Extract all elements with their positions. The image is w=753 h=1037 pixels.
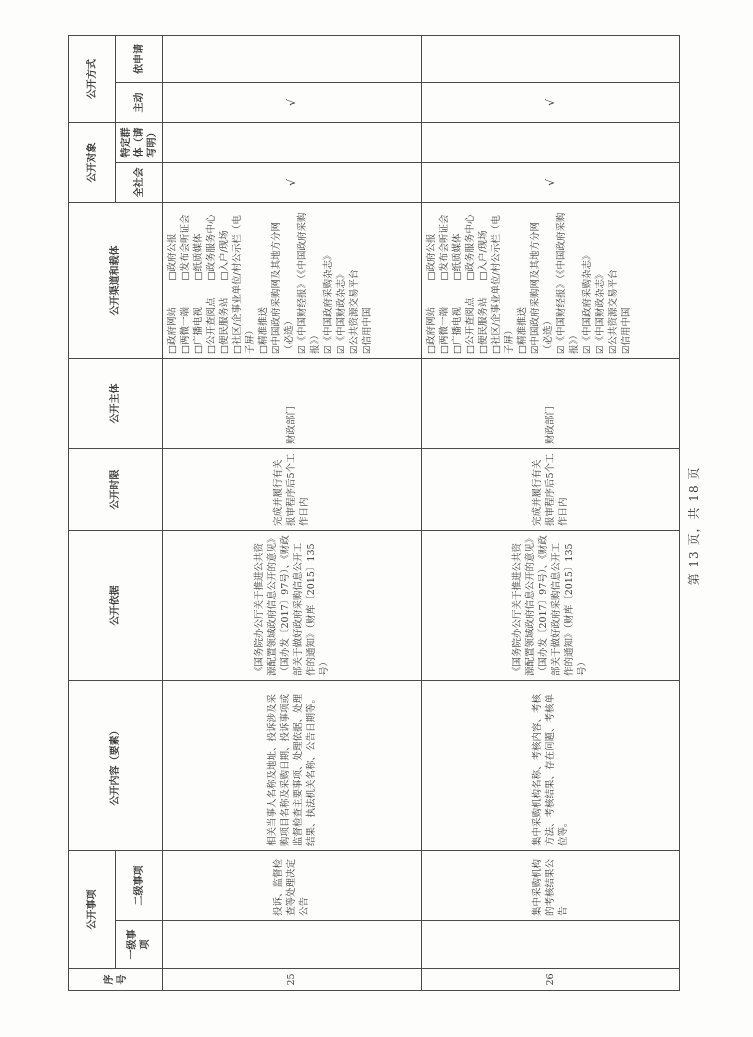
channel-item: ☑信用中国 [362, 307, 373, 354]
channel-item: □广播电视 [193, 307, 204, 354]
header-seq: 序号 [69, 969, 163, 991]
channel-item: □两微一端 [180, 307, 191, 354]
channel-item: ☑《中国财政杂志》 [336, 269, 347, 354]
table-row [163, 36, 422, 991]
row-seq: 25 [163, 969, 422, 991]
row-mode-active: √ [163, 83, 422, 123]
row-time-limit: 完成并履行有关报审程序后5个工作日内 [163, 449, 422, 531]
header-time-limit: 公开时限 [69, 449, 163, 531]
header-audience-all: 全社会 [116, 163, 163, 203]
channel-item: ☑公共资源交易平台 [607, 269, 619, 354]
rotated-table-container [68, 36, 680, 991]
channel-item: □便民服务站 [219, 297, 230, 354]
header-audience-specific: 特定群体（请写明） [116, 123, 163, 163]
channel-item: □政府公报 [167, 233, 178, 281]
table-row [421, 36, 680, 991]
row-basis: 《国务院办公厅关于推进公共资源配置领域政府信息公开的意见》（国办发〔2017〕97号）、《财政部关于做好政府采购信息公开工作的通知》（财库〔2015〕135号） [421, 531, 680, 681]
header-basis: 公开依据 [69, 531, 163, 681]
channel-item: □入户/现场 [477, 230, 489, 281]
row-audience-specific [163, 123, 422, 163]
page-number-footer: 第 13 页，共 18 页 [687, 466, 701, 586]
header-matter-group: 公开事项 [69, 851, 116, 969]
channel-item: ☑中国政府采购网及其地方分网（必选） [271, 221, 295, 354]
row-seq: 26 [421, 969, 680, 991]
channel-item: □社区/企事业单位/村公示栏（电子屏） [232, 215, 256, 354]
channel-item: □政府公报 [425, 233, 437, 281]
row-audience-specific [421, 123, 680, 163]
row-level2: 集中采购机构的考核结果公告 [421, 851, 680, 921]
channel-item: ☑《中国财政杂志》 [594, 269, 606, 354]
channel-item: ☑公共资源交易平台 [349, 269, 360, 354]
channel-item: □纸质媒体 [193, 233, 204, 281]
channel-item: ☑《中国财经报》（《中国政府采购报》） [555, 212, 580, 354]
header-level1: 一级事项 [116, 921, 163, 969]
header-content: 公开内容（要素） [69, 681, 163, 851]
channel-item: ☑信用中国 [620, 307, 632, 354]
channel-item: □精准推送 [516, 307, 528, 354]
channel-item: □入户/现场 [219, 230, 230, 281]
channel-item: □纸质媒体 [451, 233, 463, 281]
channel-item: □便民服务站 [477, 297, 489, 354]
row-content: 集中采购机构名称、考核内容、考核方法、考核结果、存在问题、考核单位等。 [421, 681, 680, 851]
channel-item: □政府网站 [167, 307, 178, 354]
header-audience-group: 公开对象 [69, 123, 116, 203]
channel-item: □精准推送 [258, 307, 269, 354]
channel-item: □政务服务中心 [206, 214, 217, 281]
channel-item: ☑《中国财经报》（《中国政府采购报》） [297, 212, 321, 354]
row-mode-request [163, 36, 422, 83]
row-mode-active: √ [421, 83, 680, 123]
row-level1 [421, 921, 680, 969]
header-mode-active: 主动 [116, 83, 163, 123]
row-audience-all: √ [163, 163, 422, 203]
channel-item: □发布会听证会 [438, 214, 450, 281]
header-row-1 [69, 36, 116, 991]
row-subject: 财政部门 [421, 359, 680, 449]
channel-item: □政务服务中心 [464, 214, 476, 281]
row-channels [421, 203, 680, 359]
channel-item: ☑《中国政府采购杂志》 [323, 250, 334, 354]
row-basis: 《国务院办公厅关于推进公共资源配置领域政府信息公开的意见》（国办发〔2017〕97号）、《财政部关于做好政府采购信息公开工作的通知》（财库〔2015〕135号） [163, 531, 422, 681]
channel-item: ☑《中国政府采购杂志》 [581, 250, 593, 354]
channel-item: □广播电视 [451, 307, 463, 354]
row-time-limit: 完成并履行有关报审程序后5个工作日内 [421, 449, 680, 531]
row-content: 相关当事人名称及地址、投诉涉及采购项目名称及采购日期、投诉事项或监督检查主要事项、处理依据、处理结果、执法机关名称、公告日期等。 [163, 681, 422, 851]
channel-item: □公开查阅点 [206, 297, 217, 354]
channel-item: □两微一端 [438, 307, 450, 354]
row-level1 [163, 921, 422, 969]
channel-item: ☑中国政府采购网及其地方分网（必选） [529, 221, 554, 354]
channel-item: □社区/企事业单位/村公示栏（电子屏） [490, 215, 515, 354]
channel-item: □公开查阅点 [464, 297, 476, 354]
header-mode-group: 公开方式 [69, 36, 116, 123]
row-level2: 投诉、监督检查等处理决定公告 [163, 851, 422, 921]
row-mode-request [421, 36, 680, 83]
header-level2: 二级事项 [116, 851, 163, 921]
row-channels [163, 203, 422, 359]
channel-item: □政府网站 [425, 307, 437, 354]
row-subject: 财政部门 [163, 359, 422, 449]
disclosure-table [68, 35, 680, 991]
header-channels: 公开渠道和载体 [69, 203, 163, 359]
header-subject: 公开主体 [69, 359, 163, 449]
channel-item: □发布会听证会 [180, 214, 191, 281]
row-audience-all: √ [421, 163, 680, 203]
header-mode-request: 依申请 [116, 36, 163, 83]
